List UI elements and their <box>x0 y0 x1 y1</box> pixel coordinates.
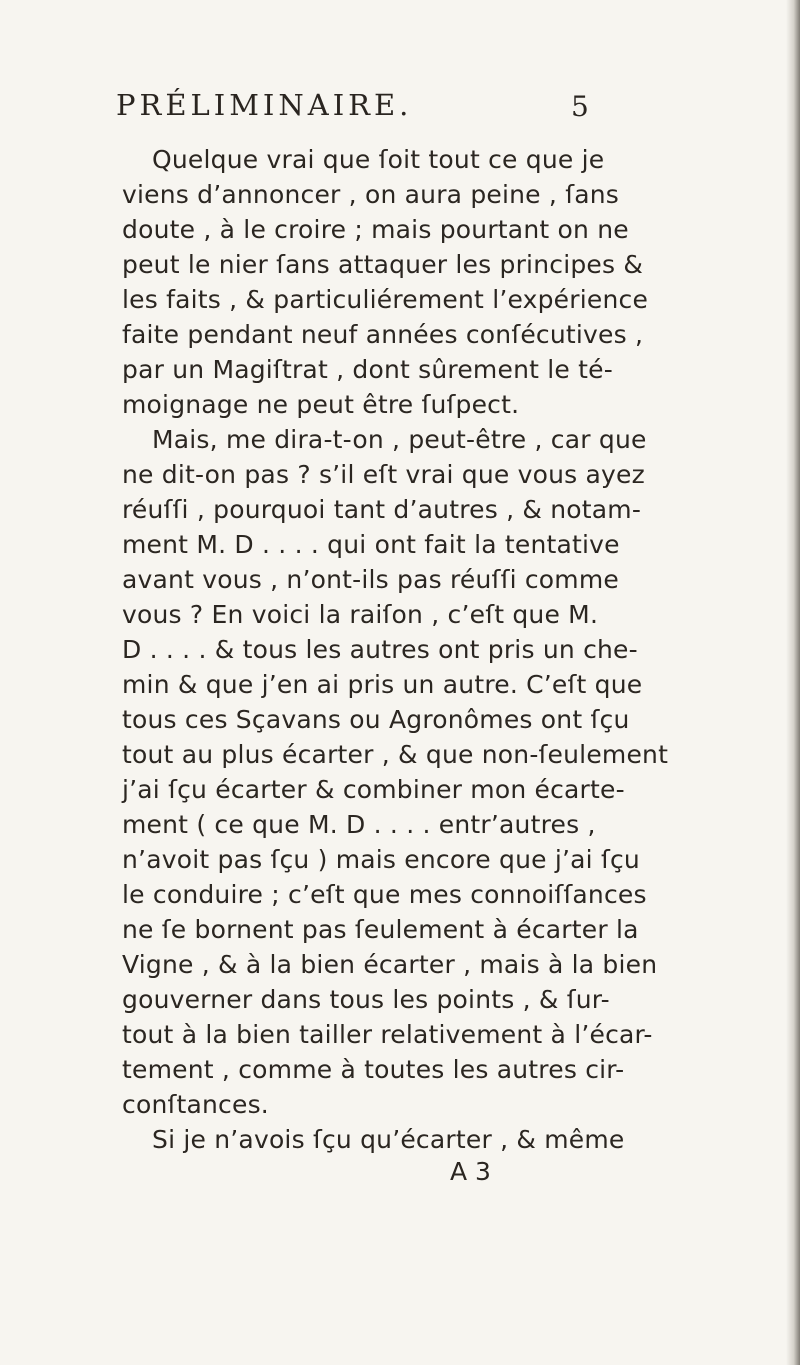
text-line: avant vous , n’ont-ils pas réuſſi comme <box>122 565 619 594</box>
text-line: n’avoit pas ſçu ) mais encore que j’ai ſçu <box>122 845 640 874</box>
text-line: tous ces Sçavans ou Agronômes ont ſçu <box>122 705 630 734</box>
text-line: Vigne , & à la bien écarter , mais à la bien <box>122 950 658 979</box>
text-line: Mais, me dira-t-on , peut-être , car que <box>152 425 647 454</box>
text-line: conſtances. <box>122 1090 269 1119</box>
text-line: les faits , & particuliérement l’expérience <box>122 285 649 314</box>
text-line: faite pendant neuf années conſécutives , <box>122 320 644 349</box>
text-line: ment M. D . . . . qui ont fait la tentative <box>122 530 620 559</box>
text-line: min & que j’en ai pris un autre. C’eſt que <box>122 670 643 699</box>
text-line: ne dit-on pas ? s’il eſt vrai que vous ayez <box>122 460 645 489</box>
text-line: tout au plus écarter , & que non-ſeulement <box>122 740 669 769</box>
text-line: réuſſi , pourquoi tant d’autres , & notam- <box>122 495 642 524</box>
text-line: ment ( ce que M. D . . . . entr’autres , <box>122 810 596 839</box>
signature-mark: A 3 <box>450 1157 491 1186</box>
text-line: ne ſe bornent pas ſeulement à écarter la <box>122 915 639 944</box>
text-line: par un Magiſtrat , dont sûrement le té- <box>122 355 613 384</box>
page-number: 5 <box>571 90 589 123</box>
text-line: tout à la bien tailler relativement à l’écar- <box>122 1020 653 1049</box>
text-line: doute , à le croire ; mais pourtant on ne <box>122 215 629 244</box>
text-line: le conduire ; c’eſt que mes connoiſſances <box>122 880 647 909</box>
text-line: tement , comme à toutes les autres cir- <box>122 1055 625 1084</box>
text-line: j’ai ſçu écarter & combiner mon écarte- <box>122 775 625 804</box>
running-head: PRÉLIMINAIRE. <box>116 88 413 122</box>
text-line: Quelque vrai que ſoit tout ce que je <box>152 145 605 174</box>
text-line: viens d’annoncer , on aura peine , ſans <box>122 180 619 209</box>
text-line: moignage ne peut être ſuſpect. <box>122 390 520 419</box>
text-line: vous ? En voici la raiſon , c’eſt que M. <box>122 600 599 629</box>
text-line: Si je n’avois ſçu qu’écarter , & même <box>152 1125 625 1154</box>
text-line: D . . . . & tous les autres ont pris un che- <box>122 635 638 664</box>
text-line: gouverner dans tous les points , & ſur- <box>122 985 610 1014</box>
text-line: peut le nier ſans attaquer les principes & <box>122 250 644 279</box>
